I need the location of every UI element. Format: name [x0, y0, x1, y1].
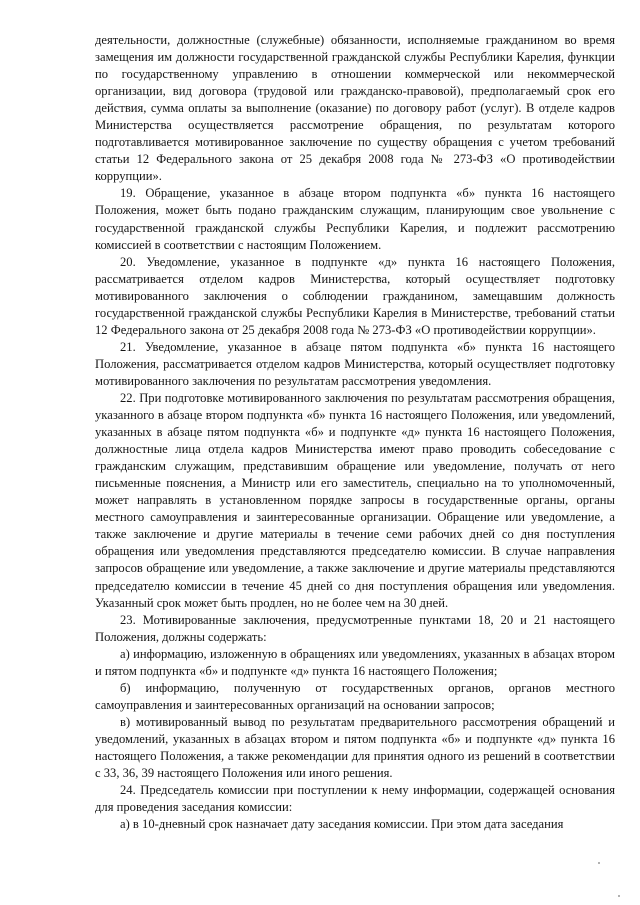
- paragraph-21: 21. Уведомление, указанное в абзаце пятом подпункта «б» пункта 16 настоящего Положения, рассматривается отделом кадров Министерства, который осуществляет подготовку мотивированного заключения по результатам рассмотрения уведомления.: [95, 339, 615, 388]
- document-body: [95, 32, 615, 833]
- paragraph-24-a: а) в 10-дневный срок назначает дату заседания комиссии. При этом дата заседания: [120, 817, 564, 832]
- paragraph-23-a: а) информацию, изложенную в обращениях или уведомлениях, указанных в абзацах втором и пятом подпункта «б» и подпункте «д» пункта 16 настоящего Положения;: [95, 646, 615, 678]
- scan-speck: [618, 895, 620, 897]
- paragraph-18-continuation: деятельности, должностные (служебные) обязанности, исполняемые гражданином во время замещения им должности государственной гражданской службы Республики Карелия, функции по государственному управлению в отношении коммерческой или некоммерческой организации, вид договора (трудовой или гражданско-правовой), предполагаемый срок его действия, сумма оплаты за выполнение (оказание) по договору работ (услуг). В отделе кадров Министерства осуществляется рассмотрение обращения, по результатам которого подготавливается мотивированное заключение по существу обращения с учетом требований статьи 12 Федерального закона от 25 декабря 2008 года № 273-ФЗ «О противодействии коррупции».: [95, 33, 615, 184]
- paragraph-20: 20. Уведомление, указанное в подпункте «д» пункта 16 настоящего Положения, рассматривается отделом кадров Министерства, который осуществляет подготовку мотивированного заключения о соблюдении гражданином, замещавшим должность государственной гражданской службы Республики Карелия в Министерстве, требований статьи 12 Федерального закона от 25 декабря 2008 года № 273-ФЗ «О противодействии коррупции».: [95, 254, 615, 337]
- paragraph-23: 23. Мотивированные заключения, предусмотренные пунктами 18, 20 и 21 настоящего Положения, должны содержать:: [95, 612, 615, 644]
- paragraph-19: 19. Обращение, указанное в абзаце втором подпункта «б» пункта 16 настоящего Положения, может быть подано гражданским служащим, планирующим свое увольнение с государственной гражданской службы Республики Карелия, и подлежит рассмотрению комиссией в соответствии с настоящим Положением.: [95, 186, 615, 252]
- paragraph-23-b: б) информацию, полученную от государственных органов, органов местного самоуправления и заинтересованных организаций на основании запросов;: [95, 680, 615, 712]
- scan-speck: [598, 862, 600, 864]
- paragraph-22: 22. При подготовке мотивированного заключения по результатам рассмотрения обращения, указанного в абзаце втором подпункта «б» пункта 16 настоящего Положения, или уведомлений, указанных в абзаце пятом подпункта «б» и подпункте «д» пункта 16 настоящего Положения, должностные лица отдела кадров Министерства имеют право проводить собеседование с гражданским служащим, представившим обращение или уведомление, получать от него письменные пояснения, а Министр или его заместитель, специально на то уполномоченный, может направлять в установленном порядке запросы в государственные органы, органы местного самоуправления и заинтересованные организации. Обращение или уведомление, а также заключение и другие материалы в течение семи рабочих дней со дня поступления обращения или уведомления представляются председателю комиссии. В случае направления запросов обращение или уведомление, а также заключение и другие материалы представляются председателю комиссии в течение 45 дней со дня поступления обращения или уведомления. Указанный срок может быть продлен, но не более чем на 30 дней.: [95, 390, 615, 610]
- paragraph-24: 24. Председатель комиссии при поступлении к нему информации, содержащей основания для проведения заседания комиссии:: [95, 783, 615, 815]
- paragraph-23-c: в) мотивированный вывод по результатам предварительного рассмотрения обращений и уведомлений, указанных в абзацах втором и пятом подпункта «б» и подпункте «д» пункта 16 настоящего Положения, а также рекомендации для принятия одного из решений в соответствии с 33, 36, 39 настоящего Положения или иного решения.: [95, 714, 615, 781]
